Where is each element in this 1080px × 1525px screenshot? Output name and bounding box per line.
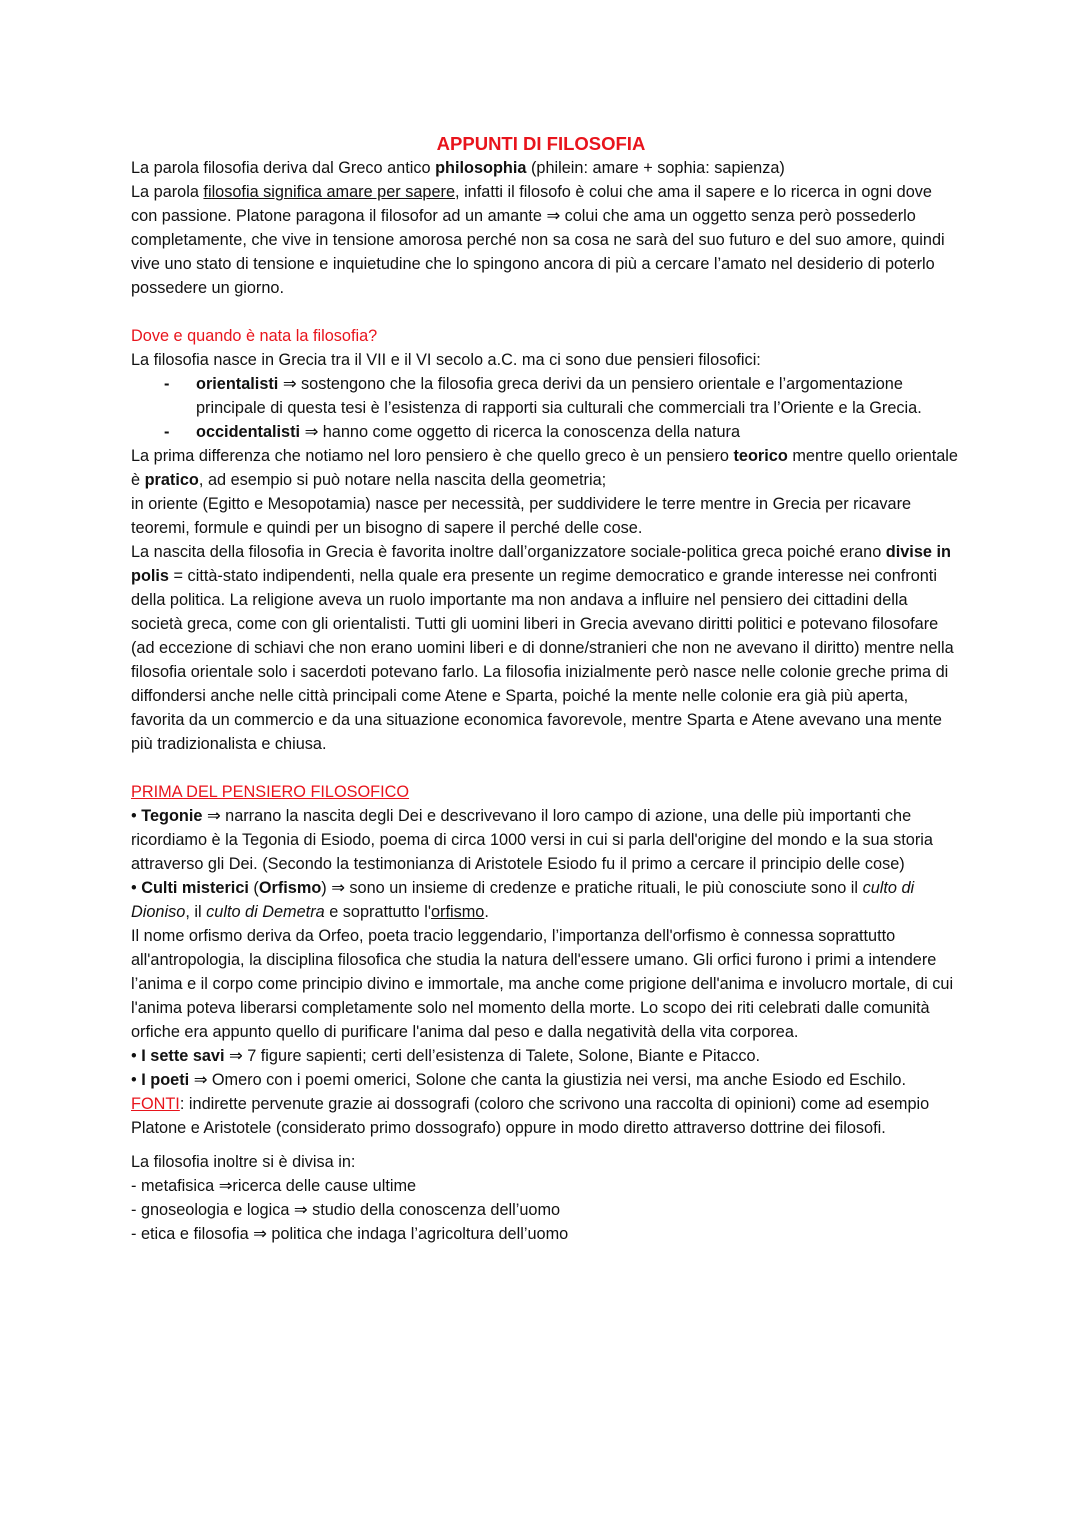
list-item-etica: - etica e filosofia ⇒ politica che indaga l’agricoltura dell’uomo [131, 1225, 569, 1243]
term-sette-savi: I sette savi [141, 1047, 225, 1065]
paragraph-differences [131, 444, 961, 492]
paragraph-orient: in oriente (Egitto e Mesopotamia) nasce per necessità, per suddividere le terre mentre in Grecia per ricavare teoremi, formule e quindi per un bisogno di sapere il perché delle cose. [131, 495, 912, 537]
term-culti: Culti misterici [141, 879, 249, 897]
intro-text: , infatti il filosofo è colui che ama il sapere e lo ricerca in ogni dove con passione. Platone paragona il filosofor ad un amante ⇒ colui che ama un oggetto senza però possederlo completamente, che vive in tensione amorosa perché non sa cosa ne sarà del suo futuro e del suo amore, quindi vive uno stato di tensione e inquietudine che lo spingono ancora di più a cercare l’amato nel desiderio di poterlo possedere un giorno. [131, 183, 945, 297]
list-item-text: ⇒ hanno come oggetto di ricerca la conoscenza della natura [300, 423, 740, 441]
dash-bullet-icon: - [164, 375, 170, 393]
term-occidentalisti: occidentalisti [196, 423, 301, 441]
list-item-metafisica: - metafisica ⇒ricerca delle cause ultime [131, 1177, 417, 1195]
item-poeti [131, 1068, 961, 1092]
item-culti-misterici [131, 876, 961, 924]
text: mentre quello orientale è [131, 447, 958, 489]
text: La prima differenza che notiamo nel loro pensiero è che quello greco è un pensiero [131, 447, 734, 465]
fonti-label: FONTI [131, 1095, 180, 1113]
document-page [131, 132, 961, 1246]
list-item-gnoseologia: - gnoseologia e logica ⇒ studio della conoscenza dell’uomo [131, 1201, 561, 1219]
paragraph-fonti [131, 1092, 961, 1140]
text: , il [185, 903, 207, 921]
section3-lead: La filosofia inoltre si è divisa in: [131, 1153, 356, 1171]
section-heading-origin: Dove e quando è nata la filosofia? [131, 327, 378, 345]
definition-underlined: filosofia significa amare per sapere [203, 183, 456, 201]
intro-line-1 [131, 156, 961, 180]
text: ) ⇒ sono un insieme di credenze e pratiche rituali, le più conosciute sono il [321, 879, 863, 897]
intro-text: La parola filosofia deriva dal Greco antico [131, 159, 436, 177]
etymology-text: (philein: amare + sophia: sapienza) [526, 159, 785, 177]
text: ( [248, 879, 259, 897]
text: : indirette pervenute grazie ai dossografi (coloro che scrivono una raccolta di opinioni) come ad esempio Platone e Aristotele (considerato primo dossografo) oppure in modo diretto attraverso dottrine dei filosofi. [131, 1095, 930, 1137]
document-title: APPUNTI DI FILOSOFIA [436, 133, 646, 154]
paragraph-polis [131, 540, 961, 756]
text: ⇒ narrano la nascita degli Dei e descrivevano il loro campo di azione, una delle più importanti che ricordiamo è la Tegonia di Esiodo, poema di circa 1000 versi in cui si parla dell'origine del mondo e la sua storia attraverso gli Dei. (Secondo la testimonianza di Aristotele Esiodo fu il primo a cercare il principio delle cose) [131, 807, 933, 873]
text: . [484, 903, 489, 921]
text: ⇒ 7 figure sapienti; certi dell’esistenza di Talete, Solone, Biante e Pitacco. [224, 1047, 761, 1065]
culto-dioniso: culto di Dioniso [131, 879, 915, 921]
list-item-occidentalisti [131, 420, 961, 444]
term-orientalisti: orientalisti [196, 375, 279, 393]
philosophical-thoughts-list [131, 372, 961, 444]
list-item-orientalisti [131, 372, 961, 420]
culto-demetra: culto di Demetra [206, 903, 325, 921]
section-lead: La filosofia nasce in Grecia tra il VII e il VI secolo a.C. ma ci sono due pensieri filosofici: [131, 351, 761, 369]
text: , ad esempio si può notare nella nascita della geometria; [198, 471, 607, 489]
bullet-icon: • [131, 879, 142, 897]
paragraph-orfismo: Il nome orfismo deriva da Orfeo, poeta tracio leggendario, l’importanza dell'orfismo è connessa soprattutto all'antropologia, la disciplina filosofica che studia la natura dell'essere umano. Gli orfici furono i primi a intendere l’anima e il corpo come principio divino e immortale, ma anche come prigione dell'anima e involucro mortale, di cui l'anima poteva liberarsi completamente solo nel momento della morte. Lo scopo dei riti celebrati dalle comunità orfiche era appunto quello di purificare l'anima dal peso e dalla negatività della vita corporea. [131, 927, 954, 1041]
intro-text: La parola [131, 183, 204, 201]
text: ⇒ Omero con i poemi omerici, Solone che canta la giustizia nei versi, ma anche Esiodo ed Eschilo. [189, 1071, 906, 1089]
dash-bullet-icon: - [164, 423, 170, 441]
term-tegonie: Tegonie [141, 807, 203, 825]
section-heading-before: PRIMA DEL PENSIERO FILOSOFICO [131, 783, 410, 801]
bullet-icon: • [131, 1071, 142, 1089]
bullet-icon: • [131, 807, 142, 825]
philosophia-term: philosophia [435, 159, 527, 177]
bullet-icon: • [131, 1047, 142, 1065]
orfismo-underlined: orfismo [430, 903, 485, 921]
text: La nascita della filosofia in Grecia è favorita inoltre dall’organizzatore sociale-politica greca poiché erano [131, 543, 886, 561]
intro-paragraph [131, 180, 961, 300]
list-item-text: ⇒ sostengono che la filosofia greca derivi da un pensiero orientale e l’argomentazione principale di questa tesi è l’esistenza di rapporti sia culturali che commerciali tra l’Oriente e la Grecia. [196, 375, 922, 417]
term-orfismo: Orfismo [258, 879, 322, 897]
text: = città-stato indipendenti, nella quale era presente un regime democratico e grande interesse nei confronti della politica. La religione aveva un ruolo importante ma non andava a influire nel pensiero dei cittadini della società greca, come con gli orientalisti. Tutti gli uomini liberi in Grecia avevano diritti politici e potevano filosofare (ad eccezione di schiavi che non erano uomini liberi e di donne/stranieri che non ne avevano il diritto) mentre nella filosofia orientale solo i sacerdoti potevano farlo. La filosofia inizialmente però nasce nelle colonie greche prima di diffondersi anche nelle città principali come Atene e Sparta, poiché la mente nelle colonie era già più aperta, favorita da un commercio e da una situazione economica favorevole, mentre Sparta e Atene avevano una mente più tradizionalista e chiusa. [131, 567, 954, 753]
item-sette-savi [131, 1044, 961, 1068]
item-tegonie [131, 804, 961, 876]
term-poeti: I poeti [141, 1071, 190, 1089]
term-pratico: pratico [144, 471, 199, 489]
term-teorico: teorico [733, 447, 788, 465]
text: e soprattutto l' [324, 903, 431, 921]
term-polis: divise in polis [131, 543, 951, 585]
